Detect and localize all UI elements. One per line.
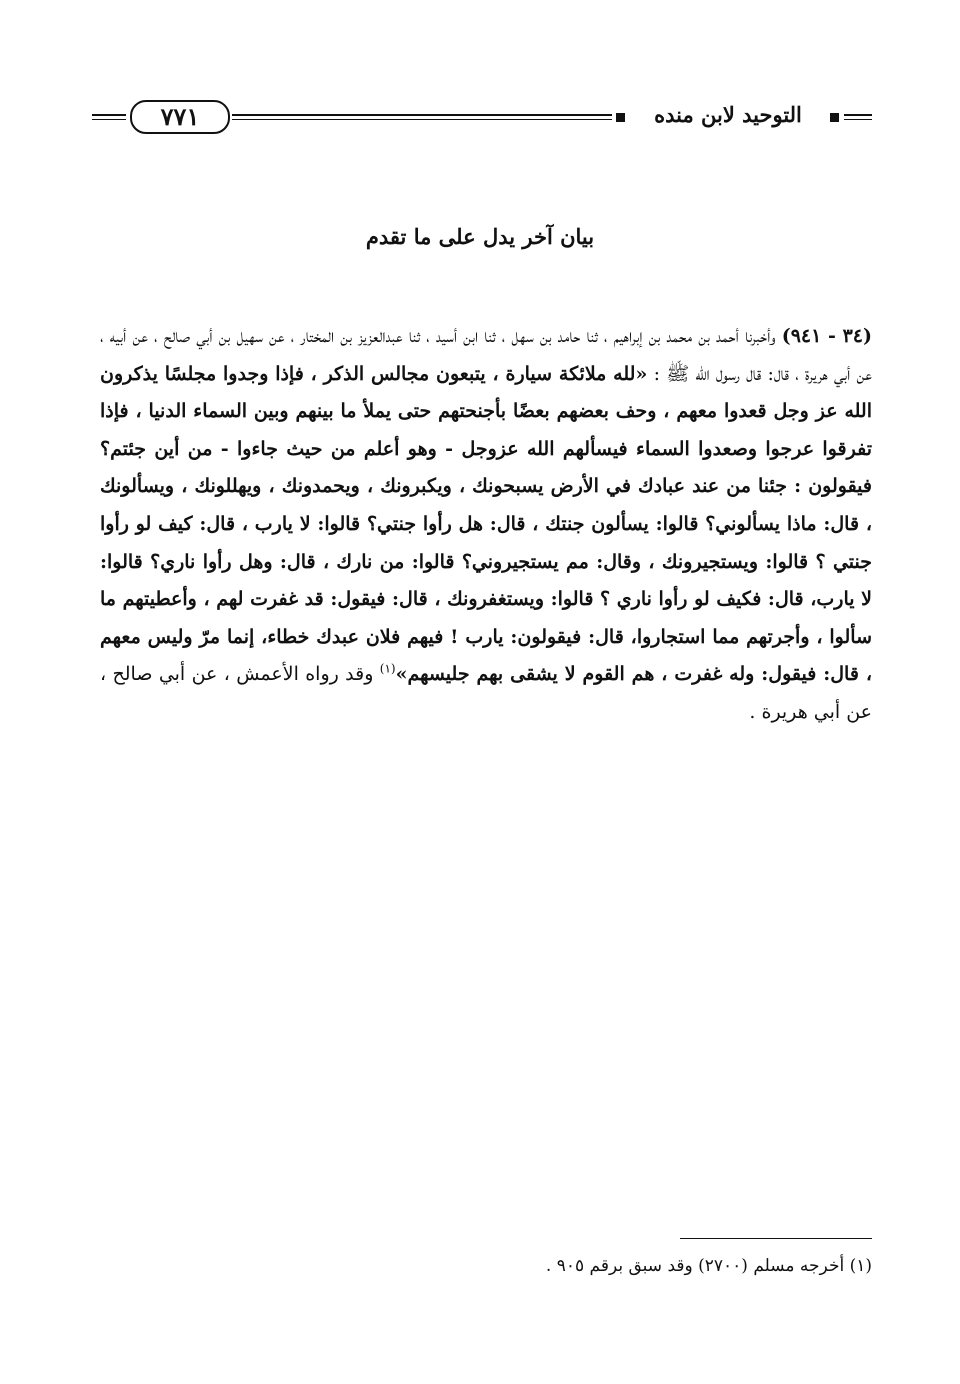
hadith-paragraph (100, 318, 872, 732)
isnad-text: وأخبرنا أحمد بن محمد بن إبراهيم ، ثنا حامد بن سهل ، ثنا ابن أسيد ، ثنا عبدالعزيز بن المختار ، عن سهيل بن أبي صالح ، عن أبيه ، عن أبي هريرة ، قال: قال رسول الله ﷺ : (100, 325, 872, 385)
header-square-ornament (830, 113, 839, 122)
header-rule-left (92, 114, 126, 120)
hadith-number: (٣٤ - ٩٤١) (781, 325, 872, 347)
book-title: التوحيد لابن منده (654, 102, 802, 127)
header-square-ornament (616, 113, 625, 122)
header-rule-middle (232, 114, 612, 120)
header-rule-right (844, 114, 872, 120)
footnote-rule (680, 1238, 872, 1239)
section-title: بيان آخر يدل على ما تقدم (365, 224, 595, 249)
footnote: (١) أخرجه مسلم (٢٧٠٠) وقد سبق برقم ٩٠٥ . (545, 1256, 872, 1276)
tail-text: وقد رواه الأعمش ، عن أبي صالح ، عن أبي هريرة . (100, 663, 872, 723)
hadith-text: «لله ملائكة سيارة ، يتبعون مجالس الذكر ، فإذا وجدوا مجلسًا يذكرون الله عز وجل قعدوا معهم ، وحف بعضهم بعضًا بأجنحتهم حتى يملأ ما بينهم وبين السماء الدنيا ، فإذا تفرقوا عرجوا وصعدوا السماء فيسألهم الله عزوجل - وهو أعلم من حيث جاءوا - من أين جئتم؟ فيقولون : جئنا من عند عبادك في الأرض يسبحونك ، ويكبرونك ، ويحمدونك ، ويهللونك ، ويسألونك ، قال: ماذا يسألوني؟ قالوا: يسألون جنتك ، قال: هل رأوا جنتي؟ قالوا: لا يارب ، قال: كيف لو رأوا جنتي ؟ قالوا: ويستجيرونك ، وقال: مم يستجيروني؟ قالوا: من نارك ، قال: وهل رأوا ناري؟ قالوا: لا يارب، قال: فكيف لو رأوا ناري ؟ قالوا: ويستغفرونك ، قال: فيقول: قد غفرت لهم ، وأعطيتهم ما سألوا ، وأجرتهم مما استجاروا، قال: فيقولون: يارب ! فيهم فلان عبدك خطاء، إنما مرّ وليس معهم ، قال: فيقول: وله غفرت ، هم القوم لا يشقى بهم جليسهم» (100, 362, 872, 686)
page-number: ٧٧١ (130, 100, 230, 134)
footnote-marker: (١) (379, 662, 396, 677)
running-header (92, 100, 872, 136)
